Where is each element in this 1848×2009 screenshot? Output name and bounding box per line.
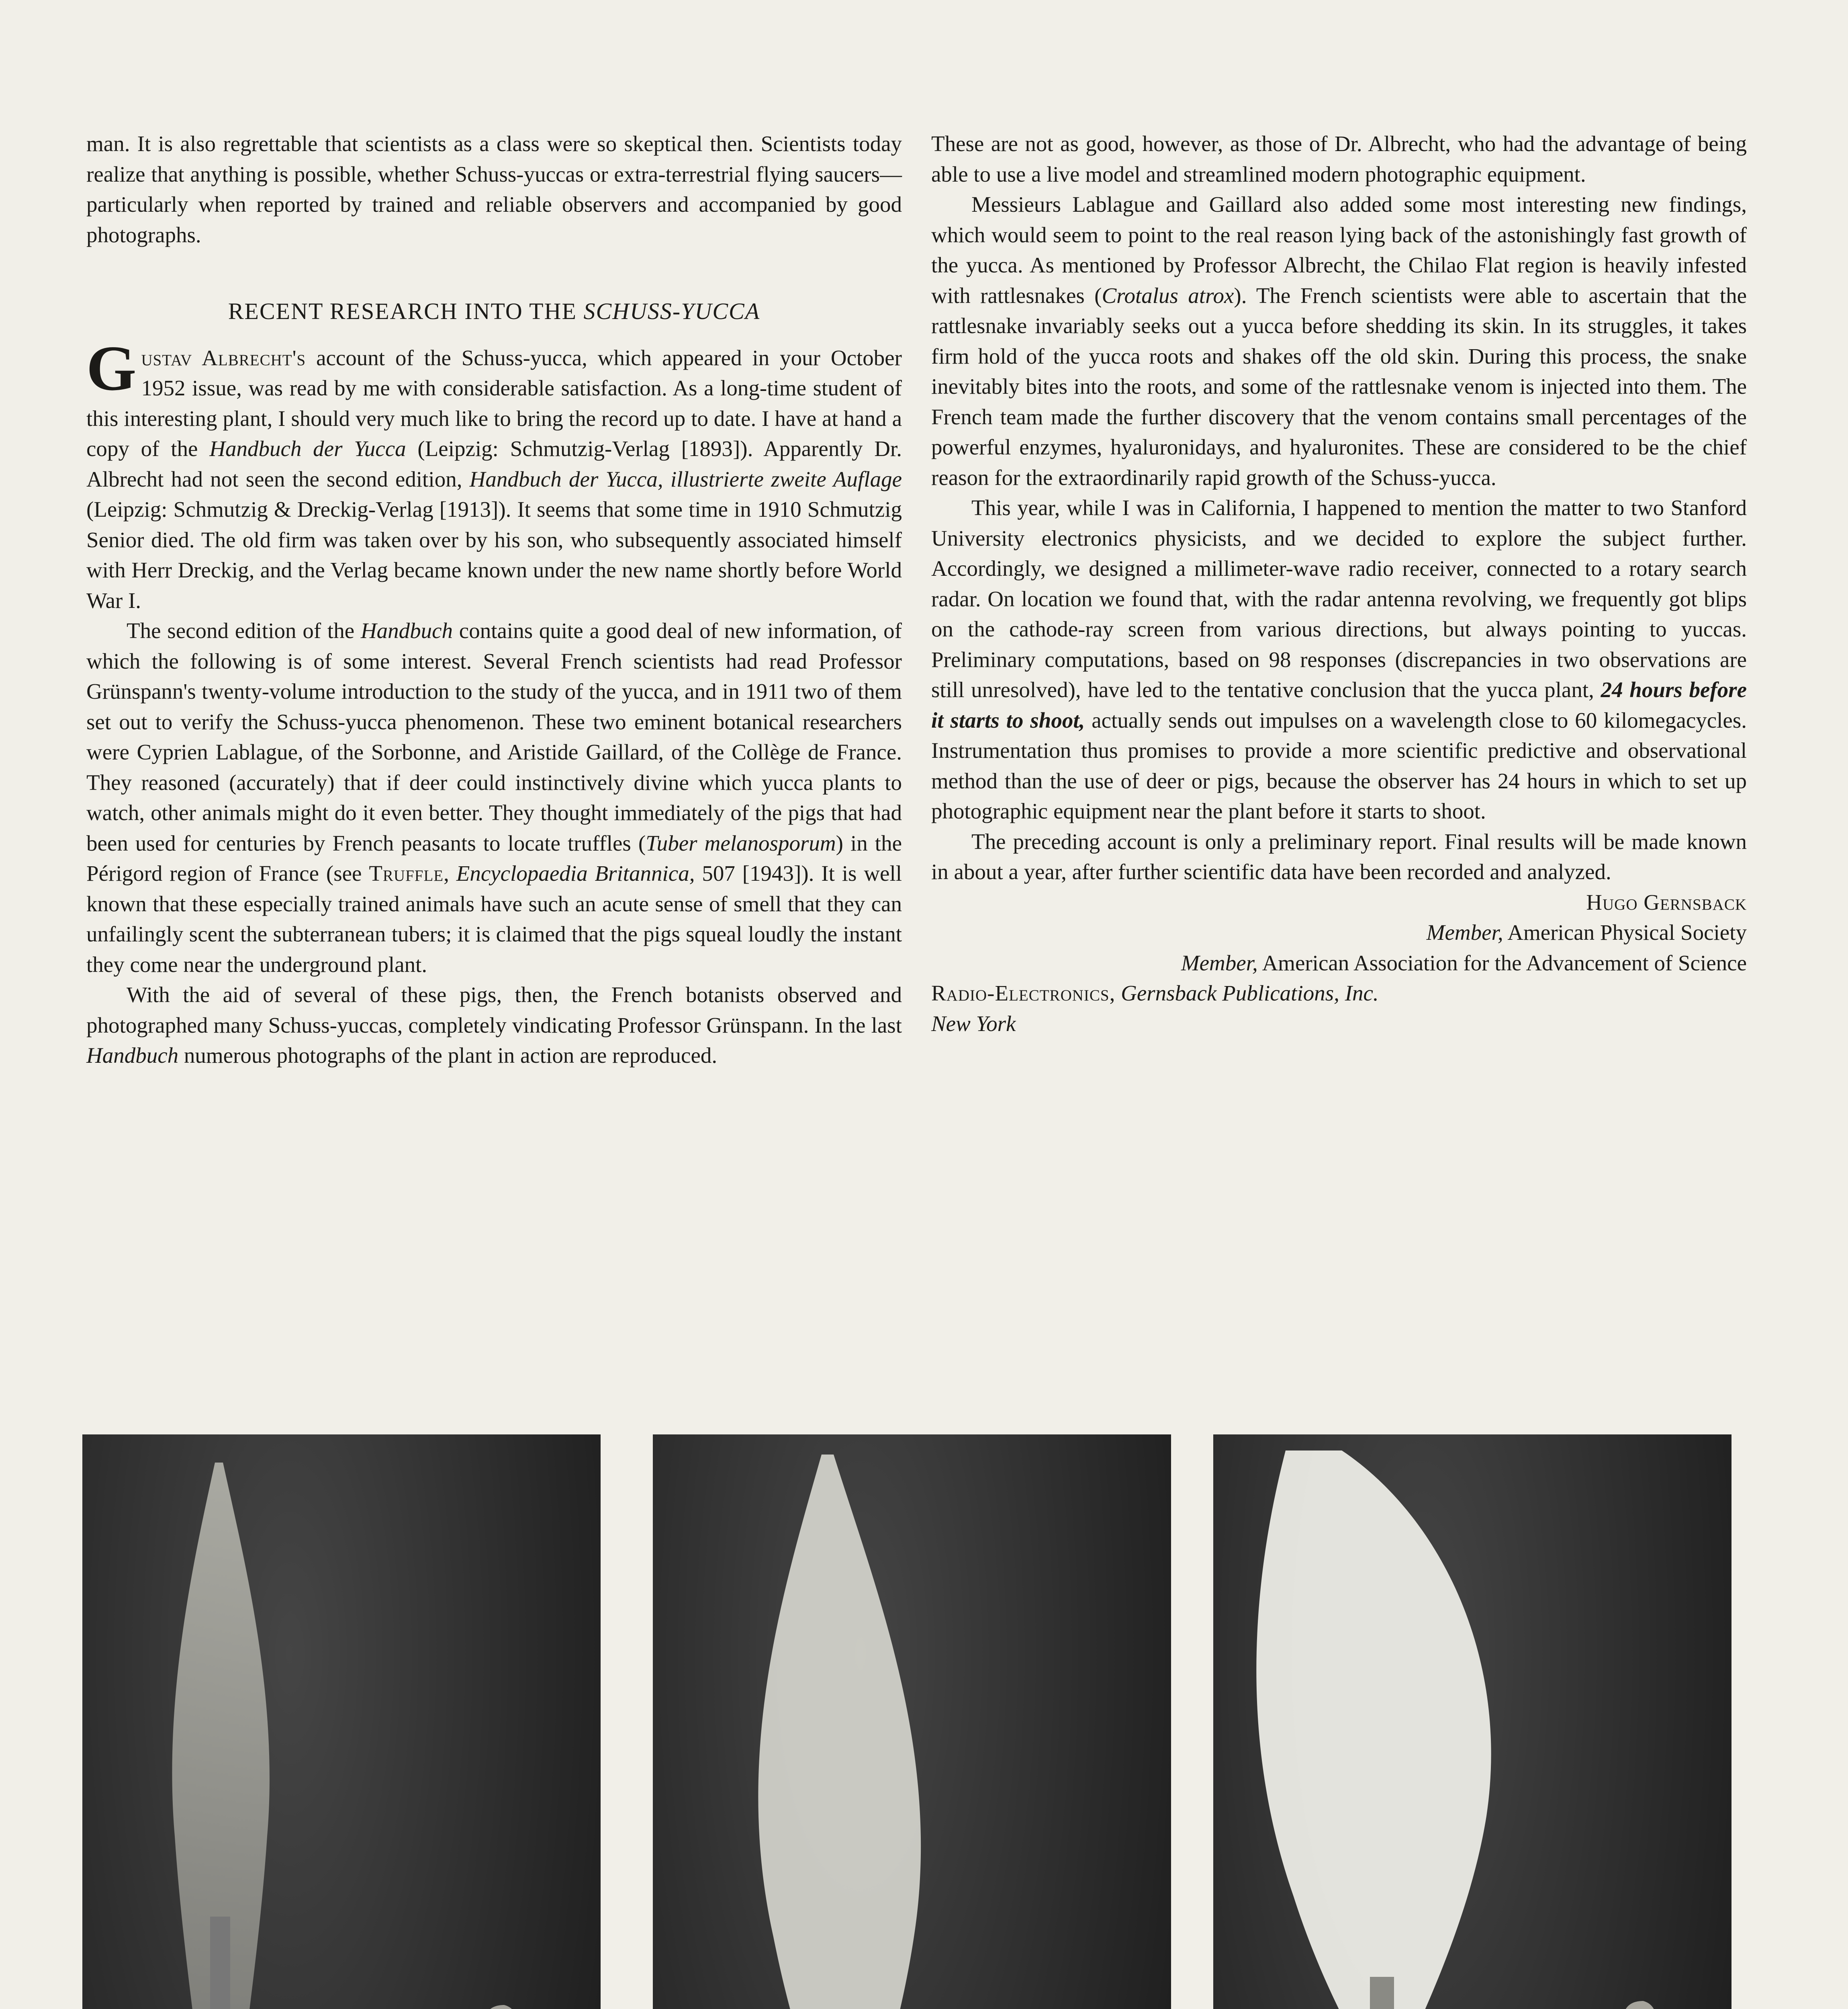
emphasis-text: 24 hours before it starts to shoot, — [931, 677, 1747, 732]
signature-title: Member, — [1426, 920, 1503, 945]
paragraph-2-left — [86, 616, 902, 980]
text-run: 507 [1943]). It is well known that these especially trained animals have such an acute sense of smell that they can unfailingly scent the subterranean tubers; it is claimed that the pigs squeal loudly the instant they come near the underground plant. — [86, 861, 902, 977]
encyclopedia-entry: Truffle — [369, 861, 444, 886]
signature-city — [931, 1009, 1747, 1039]
text-run: The second edition of the — [127, 618, 361, 643]
book-title: Handbuch — [360, 618, 453, 643]
section-heading-text: RECENT RESEARCH INTO THE — [228, 298, 584, 324]
signature-line-2 — [931, 948, 1747, 978]
text-run: This year, while I was in California, I happened to mention the matter to two Stanford University electronics physicists, and we decided to explore the subject further. Accordingly, we designed a millimeter-wave radio receiver, connected to a rotary search radar. On location we found that, with the radar antenna revolving, we frequently got blips on the cathode-ray screen from various directions, but always pointing to yuccas. Preliminary computations, based on 98 responses (discrepancies in two observations are still unresolved), have led to the tentative conclusion that the yucca plant, — [931, 495, 1747, 702]
text-run: actually sends out impulses on a wavelength close to 60 kilomegacycles. Instrumentation thus promises to provide a more scientific predictive and observational method than the use of deer or pigs, because the observer has 24 hours in which to set up photographic equipment near the plant before it starts to shoot. — [931, 708, 1747, 823]
yucca-stem — [1370, 1977, 1394, 2009]
species-name: Crotalus atrox — [1102, 283, 1234, 308]
drop-cap: G — [86, 332, 137, 404]
yucca-stem — [210, 1917, 230, 2009]
book-title: Handbuch der Yucca — [209, 436, 406, 461]
paragraph-intro-left: man. It is also regrettable that scientists as a class were so skeptical then. Scientists today realize that anything is possible, whether Schuss-yuccas or extra-terrestrial flying saucers—particularly when reported by trained and reliable observers and accompanied by good photographs. — [86, 131, 902, 247]
photo-illustration — [82, 1434, 601, 2009]
text-run: ). The French scientists were able to ascertain that the rattlesnake invariably seeks out a yucca before shedding its skin. In its struggles, it takes firm hold of the yucca roots and shakes off the old skin. During this process, the snake inevitably bites into the roots, and some of the rattlesnake venom is injected into them. The French team made the further discovery that the venom contains small percentages of the powerful enzymes, hyaluronidays, and hyaluronites. These are considered to be the chief reason for the extraordinarily rapid growth of the Schuss-yucca. — [931, 283, 1747, 490]
signature-city-text: New York — [931, 1011, 1016, 1036]
text-run: account of the Schuss-yucca, which appeared in your October 1952 issue, was read by me with considerable satisfaction. As a long-time student of this interesting plant, I should very much like to bring the record up to date. I have at hand a copy of the — [86, 345, 902, 461]
text-run: With the aid of several of these pigs, then, the French botanists observed and photographed many Schuss-yuccas, completely vindicating Professor Grünspann. In the last — [86, 982, 902, 1037]
signature-line-1 — [931, 917, 1747, 948]
section-heading — [86, 296, 902, 327]
signature-name: Hugo Gernsback — [1586, 890, 1747, 914]
paragraph-intro-right: These are not as good, however, as those of Dr. Albrecht, who had the advantage of being able to use a live model and streamlined modern photographic equipment. — [931, 131, 1747, 186]
species-name: Tuber melanosporum — [646, 831, 836, 855]
text-run: , — [444, 861, 456, 886]
photo-five-seconds — [1213, 1434, 1731, 2009]
book-title: Handbuch — [86, 1043, 179, 1068]
photo-illustration — [1213, 1434, 1731, 2009]
text-run: Messieurs Lablague and Gaillard also added some most interesting new findings, which would seem to point to the real reason lying back of the astonishingly fast growth of the yucca. As mentioned by Professor Albrecht, the Chilao Flat region is heavily infested with rattlesnakes ( — [931, 192, 1747, 308]
book-title: Encyclopaedia Britannica, — [456, 861, 695, 886]
signature-org: American Association for the Advancement of Science — [1257, 950, 1747, 975]
photo-illustration — [653, 1434, 1171, 2009]
text-run: ) in the Périgord region of France (see — [86, 831, 902, 886]
woman-figure — [1575, 2001, 1687, 2009]
signature-title: Member, — [1181, 950, 1258, 975]
text-run: (Leipzig: Schmutzig & Dreckig-Verlag [1913]). It seems that some time in 1910 Schmutzig Senior died. The old firm was taken over by his son, who subsequently associated himself with Herr Dreckig, and the Verlag became known under the new name shortly before World War I. — [86, 497, 902, 613]
text-run: (Leipzig: Schmutzig-Verlag [1893]). Apparently Dr. Albrecht had not seen the second edition, — [86, 436, 902, 491]
photo-three-seconds — [82, 1434, 601, 2009]
article-column-right — [931, 129, 1747, 1039]
section-heading-emphasis: SCHUSS-YUCCA — [583, 298, 760, 324]
lead-name: ustav Albrecht's — [141, 345, 306, 370]
signature-magazine: Radio-Electronics, — [931, 981, 1116, 1005]
signature-publisher: Gernsback Publications, Inc. — [1115, 981, 1379, 1005]
text-run: numerous photographs of the plant in action are reproduced. — [178, 1043, 718, 1068]
paragraph-2-right — [931, 493, 1747, 827]
yucca-flower-stalk — [758, 1455, 921, 2009]
signature-line-3 — [931, 978, 1747, 1009]
paragraph-3-left — [86, 980, 902, 1071]
paragraph-1-left — [86, 332, 902, 616]
article-column-left — [86, 129, 902, 1071]
paragraph-3-right: The preceding account is only a preliminary report. Final results will be made known in about a year, after further scientific data have been recorded and analyzed. — [931, 829, 1747, 884]
signature-org: American Physical Society — [1503, 920, 1747, 945]
yucca-flower-stalk — [1256, 1450, 1491, 2009]
book-title: Handbuch der Yucca, illustrierte zweite Auflage — [469, 466, 902, 491]
paragraph-1-right — [931, 189, 1747, 493]
text-run: contains quite a good deal of new information, of which the following is of some interest. Several French scientists had read Professor Grünspann's twenty-volume introduction to the study of the yucca, and in 1911 two of them set out to verify the Schuss-yucca phenomenon. These two eminent botanical researchers were Cyprien Lablague, of the Sorbonne, and Aristide Gaillard, of the Collège de France. They reasoned (accurately) that if deer could instinctively divine which yucca plants to watch, other animals might do it even better. They thought immediately of the pigs that had been used for centuries by French peasants to locate truffles ( — [86, 618, 902, 855]
woman-figure — [436, 2005, 548, 2009]
photo-four-seconds — [653, 1434, 1171, 2009]
